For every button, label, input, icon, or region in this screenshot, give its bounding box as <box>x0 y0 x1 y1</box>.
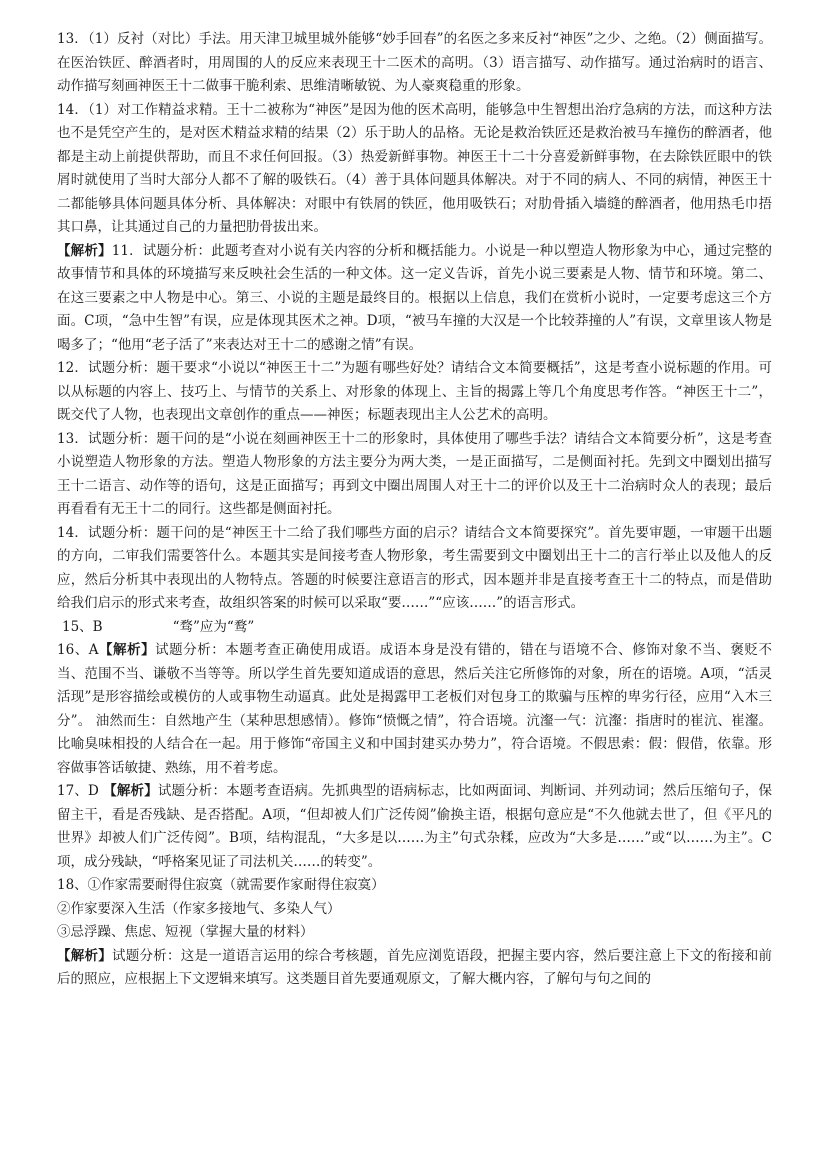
analysis-tag: 【解析】 <box>103 783 158 799</box>
analysis-11-text: 11．试题分析：此题考查对小说有关内容的分析和概括能力。小说是一种以塑造人物形象为中心，通过完整的故事情节和具体的环境描写来反映社会生活的一种文体。这一定义告诉，首先小说三要素是人物、情节和环境。第二、在这三要素之中人物是中心。第三、小说的主题是最终目的。根据以上信息，我们在赏析小说时，一定要考虑这三个方面。C项，“急中生智”有误，应是体现其医术之神。D项，“被马车撞的大汉是一个比较莽撞的人”有误，文章里该人物是喝多了；“他用“老子活了”来表达对王十二的感谢之情”有误。 <box>57 242 772 353</box>
answer-17 <box>57 780 772 874</box>
answer-16 <box>57 639 772 780</box>
analysis-tag: 【解析】 <box>98 642 156 658</box>
analysis-tag: 【解析】 <box>57 242 112 259</box>
answer-15 <box>57 616 772 640</box>
answer-17-text: 试题分析：本题考查语病。先抓典型的语病标志，比如两面词、判断词、并列动词；然后压缩句子，保留主干，看是否残缺、是否搭配。A项，“但却被人们广泛传阅”偷换主语，根据句意应是“不久他就去世了，但《平凡的世界》却被人们广泛传阅”。B项，结构混乱，“大多是以……为主”句式杂糅，应改为“大多是……”或“以……为主”。C项，成分残缺，“呼格案见证了司法机关……的转变”。 <box>57 783 773 870</box>
analysis-18-text: 试题分析：这是一道语言运用的综合考核题，首先应浏览语段，把握主要内容，然后要注意上下文的衔接和前后的照应，应根据上下文逻辑来填写。这类题目首先要通观原文，了解大概内容，了解句与句之间的 <box>57 947 773 987</box>
answer-15-choice: 15、B <box>62 618 103 635</box>
analysis-18 <box>57 945 772 992</box>
answer-13: 13．（1）反衬（对比）手法。用天津卫城里城外能够“妙手回春”的名医之多来反衬“神医”之少、之绝。（2）侧面描写。在医治铁匠、醉酒者时，用周围的人的反应来表现王十二医术的高明。（3）语言描写、动作描写。通过治病时的语言、动作描写刻画神医王十二做事干脆利索、思维清晰敏锐、为人豪爽稳重的形象。 <box>57 31 772 94</box>
answer-18-line-2: ②作家要深入生活（作家多接地气、多染人气） <box>57 900 341 917</box>
answer-16-choice: 16、A <box>57 642 99 658</box>
analysis-11 <box>57 240 772 358</box>
analysis-tag: 【解析】 <box>57 947 113 964</box>
answer-16-text: 试题分析：本题考查正确使用成语。成语本身是没有错的，错在与语境不合、修饰对象不当、褒贬不当、范围不当、谦敬不当等等。所以学生首先要知道成语的意思，然后关注它所修饰的对象，所在的语境。A项，“活灵活现”是形容描绘或模仿的人或事物生动逼真。此处是揭露甲工老板们对包身工的欺骗与压榨的卑劣行径，应用“入木三分”。 油然而生：自然地产生（某种思想感情）。修饰“愤慨之情”，符合语境。沆瀣一气：沆瀣：指唐时的崔沆、崔瀣。比喻臭味相投的人结合在一起。用于修饰“帝国主义和中国封建买办势力”，符合语境。不假思索：假：假借，依靠。形容做事答话敏捷、熟练，用不着考虑。 <box>57 642 772 776</box>
analysis-13: 13．试题分析：题干问的是“小说在刻画神医王十二的形象时，具体使用了哪些手法？请结合文本简要分析”，这是考查小说塑造人物形象的方法。塑造人物形象的方法主要分为两大类，一是正面描写，二是侧面衬托。先到文中圈划出描写王十二语言、动作等的语句，这是正面描写；再到文中圈出周围人对王十二的评价以及王十二治病时众人的表现；最后再看看有无王十二的同行。这些都是侧面衬托。 <box>57 430 772 517</box>
answer-17-choice: 17、D <box>57 783 104 799</box>
answer-14: 14．（1）对工作精益求精。王十二被称为“神医”是因为他的医术高明，能够急中生智想出治疗急病的方法，而这种方法也不是凭空产生的，是对医术精益求精的结果（2）乐于助人的品格。无论是救治铁匠还是救治被马车撞伤的醉酒者，他都是主动上前提供帮助，而且不求任何回报。（3）热爱新鲜事物。神医王十二十分喜爱新鲜事物，在去除铁匠眼中的铁屑时就使用了当时大部分人都不了解的吸铁石。（4）善于具体问题具体解决。对于不同的病人、不同的病情，神医王十二都能够具体问题具体分析、具体解决：对眼中有铁屑的铁匠，他用吸铁石；对肋骨插入墙缝的醉酒者，他用热毛巾捂其口鼻，让其通过自己的力量把肋骨拔出来。 <box>57 101 772 235</box>
answer-15-note: “骛”应为“鹜” <box>172 618 255 635</box>
analysis-12: 12．试题分析：题干要求“小说以“神医王十二”为题有哪些好处？请结合文本简要概括”，这是考查小说标题的作用。可以从标题的内容上、技巧上、与情节的关系上、对形象的体现上、主旨的揭露上等几个角度思考作答。“神医王十二”，既交代了人物，也表现出文章创作的重点——神医；标题表现出主人公艺术的高明。 <box>57 360 772 423</box>
answer-18-line-1: 18、①作家需要耐得住寂寞（就需要作家耐得住寂寞） <box>57 877 385 893</box>
analysis-14: 14．试题分析：题干问的是“神医王十二给了我们哪些方面的启示？请结合文本简要探究”。首先要审题，一审题干出题的方向，二审我们需要答什么。本题其实是间接考查人物形象，考生需要到文中圈划出王十二的言行举止以及他人的反应，然后分析其中表现出的人物特点。答题的时候要注意语言的形式，因本题并非是直接考查王十二的特点，而是借助给我们启示的形式来考查，故组织答案的时候可以采取“要……”“应该……”的语言形式。 <box>57 524 772 611</box>
answer-18-line-3: ③忌浮躁、焦虑、短视（掌握大量的材料） <box>57 924 314 940</box>
